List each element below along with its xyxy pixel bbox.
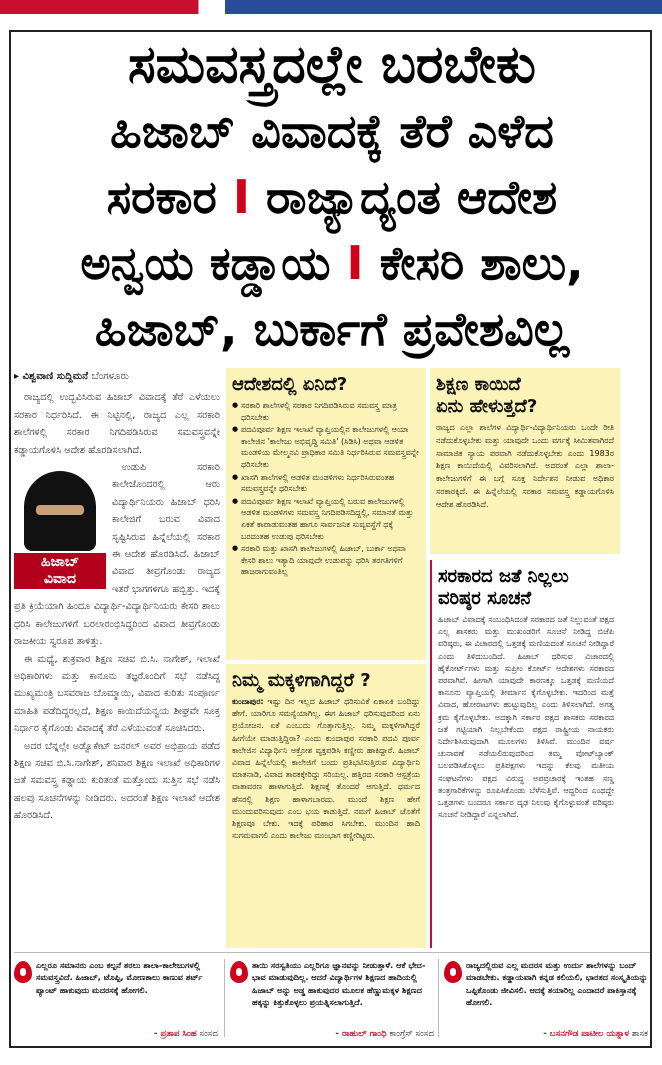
photo-tag — [14, 553, 106, 589]
byline-source: ವಿಶ್ವವಾಣಿ ಸುದ್ದಿಮನೆ — [22, 371, 89, 382]
senior-box-title-line-1: ಸರಕಾರದ ಜತೆ ನಿಲ್ಲಲು — [438, 566, 569, 587]
kids-box-body: ಇಷ್ಟು ದಿನ ಇಲ್ಲದ ಹಿಜಾಬ್ ಧರಿಸುವಿಕೆ ಏಕಾಏಕಿ ಬಂದಿದ್ದು ಹೇಗೆ. ಯಾರಿಗೂ ಸಮಸ್ಯೆಯಾಗಿಲ್ಲ. ಈಗ ಹಿಜಾಬ್ ಧರಿಸುವುದರಿಂದ ಏನು ಪ್ರಯೋಜನ. ಏಕೆ ಎಂಬುದು ಗೊತ್ತಾಗುತ್ತಿಲ್ಲ. ನಿಮ್ಮ ಮಕ್ಕಳಿಗಾಗಿದ್ದರೆ ಹೀಗೆಯೇ ಮಾಡುತ್ತಿದ್ದಿರಾ? ಎಂದು ಕುಂದಾಪುರ ಸರಕಾರಿ ಪದವಿ ಪೂರ್ವ ಕಾಲೇಜಿನ ವಿದ್ಯಾರ್ಥಿನಿ ಆಕ್ರೋಶ ವ್ಯಕ್ತಪಡಿಸಿ ಕಣ್ಣೀರು ಹಾಕಿದ್ದಾರೆ. ಹಿಜಾಬ್ ವಿವಾದ ಹಿನ್ನೆಲೆಯಲ್ಲಿ ಕಾಲೇಜಿಗೆ ಬಂದು ಪ್ರತಿಭಟಿಸುತ್ತಿರುವ ವಿದ್ಯಾರ್ಥಿನಿ ಮಾತನಾಡಿ, ವಿವಾದ ತಾರಕಕ್ಕೇರಿದ್ದು ಸರಿಯಲ್ಲ. ಹತ್ತಿರದ ಸರಕಾರಿ ಆಸ್ಪತ್ರೆಯ ವಾತಾವರಣ ಹಾಳಾಗುತ್ತಿದೆ. ಶಿಕ್ಷಣಕ್ಕೆ ತೊಂದರೆ ಆಗುತ್ತಿದೆ. ಧರ್ಮದ ಹೆಸರಲ್ಲಿ ಶಿಕ್ಷಣ ಹಾಳಾಗಬಾರದು. ಮುಂದೆ ಶಿಕ್ಷಣ ಹೇಗೆ ಮುಂದುವರಿಸುವುದು ಎಂಬ ಭಯ ಕಾಡುತ್ತಿದೆ. ನಮಗೆ ಹಿಜಾಬ್ ಜೊತೆಗೆ ಶಿಕ್ಷಣವೂ ಬೇಕು. ಇದಕ್ಕೆ ಪರಿಹಾರ ಸಿಗಬೇಕು. ಮುಂದಿನ ಹಾದಿ ಸುಗಮವಾಗಲಿ ಎಂದು ಕಾಲೇಜು ಮುಂಭಾಗ ಕಣ್ಣೀರಿಟ್ಟರು. — [232, 697, 420, 841]
quotes-row — [14, 952, 650, 1044]
quote-author-name: - ಬಸನಗೌಡ ಪಾಟೀಲ ಯತ್ನಾಳ — [543, 1029, 630, 1039]
act-box — [430, 368, 620, 554]
eyes-shape — [36, 505, 84, 515]
headline-line-2: ಹಿಜಾಬ್ ವಿವಾದಕ್ಕೆ ತೆರೆ ಎಳೆದ — [110, 104, 554, 158]
quote-author — [335, 1029, 434, 1039]
headline-line-3a: ಸರಕಾರ — [106, 170, 217, 224]
quote-3 — [444, 959, 648, 1043]
main-article — [14, 368, 220, 968]
headline-separator: I — [232, 170, 250, 224]
kids-box — [226, 664, 426, 948]
photo-tag-line-2: ವಿವಾದ — [43, 571, 76, 588]
article-paragraph: ರಾಜ್ಯದಲ್ಲಿ ಉದ್ಭವಿಸಿರುವ ಹಿಜಾಬ್ ವಿವಾದಕ್ಕೆ ತೆರೆ ಎಳೆಯಲು ಸರಕಾರ ನಿರ್ಧರಿಸಿದೆ. ಈ ನಿಟ್ಟಿನಲ್ಲಿ, ರಾಜ್ಯದ ಎಲ್ಲ ಸರಕಾರಿ ಶಾಲೆಗಳಲ್ಲಿ ಸರಕಾರ ನಿಗದಿಪಡಿಸಿರುವ ಸಮವಸ್ತ್ರವನ್ನೇ ಕಡ್ಡಾಯಗೊಳಿಸಿ ಆದೇಶ ಹೊರಡಿಸಲಾಗಿದೆ. — [14, 392, 220, 456]
kids-box-title: ನಿಮ್ಮ ಮಕ್ಕಳಿಗಾಗಿದ್ದರೆ ? — [232, 670, 371, 691]
quote-author — [154, 1029, 218, 1039]
list-item: ● ಖಾಸಗಿ ಶಾಲೆಗಳಲ್ಲಿ ಆಡಳಿತ ಮಂಡಳಿಗಳು ನಿರ್ಧರಿಸಿರುವಂತಹ ಸಮವಸ್ತ್ರವನ್ನೇ ಧರಿಸಬೇಕು — [232, 472, 420, 495]
headline-line-1: ಸಮವಸ್ತ್ರದಲ್ಲೇ ಬರಬೇಕು — [128, 35, 536, 95]
order-box — [226, 368, 426, 660]
quote-1 — [14, 959, 218, 1043]
order-box-title: ಆದೇಶದಲ್ಲಿ ಏನಿದೆ? — [232, 374, 348, 395]
divider — [224, 959, 225, 1037]
divider — [438, 959, 439, 1037]
hijab-photo — [14, 461, 106, 589]
headline-line-4b: ಕೇಸರಿ ಶಾಲು, — [379, 236, 584, 290]
headline-line-5: ಹಿಜಾಬ್, ಬುರ್ಕಾಗೆ ಪ್ರವೇಶವಿಲ್ಲ — [94, 302, 570, 356]
top-color-strip — [0, 0, 662, 14]
kids-box-lead: ಕುಂದಾಪುರ: — [232, 697, 264, 706]
list-item: ● ಸರಕಾರಿ ಮತ್ತು ಖಾಸಗಿ ಕಾಲೇಜುಗಳಲ್ಲಿ ಹಿಜಾಬ್, ಬುರ್ಕಾ ಅಥವಾ ಕೇಸರಿ ಶಾಲು ಇತ್ಯಾದಿ ಯಾವುದೇ ಉಡುಪನ್ನು ಧರಿಸಿ ತರಗತಿಗಳಿಗೆ ಹಾಜರಾಗುವಂತಿಲ್ಲ — [232, 543, 420, 578]
quote-text: ರಾಜ್ಯದಲ್ಲಿರುವ ಎಲ್ಲ ಮದರಸ ಮತ್ತು ಉರ್ದು ಶಾಲೆಗಳನ್ನು ಬಂದ್ ಮಾಡಬೇಕು. ಕಡ್ಡಾಯವಾಗಿ ಕನ್ನಡ ಕಲಿಯಲಿ, ಭಾರತದ ಸಂಸ್ಕೃತಿಯನ್ನು ಒಪ್ಪಿಕೊಂಡು ಜೀವಿಸಲಿ. ಆದಕ್ಕೆ ತಯಾರಿಲ್ಲ ಎಂದಾದರೆ ಪಾಕಿಸ್ತಾನಕ್ಕೆ ಹೋಗಲಿ. — [466, 960, 648, 1008]
byline — [14, 368, 220, 385]
list-item: ● ಪದವಿಪೂರ್ವ ಶಿಕ್ಷಣ ಇಲಾಖೆ ವ್ಯಾಪ್ತಿಯಲ್ಲಿ ಬರುವ ಕಾಲೇಜುಗಳಲ್ಲಿ ಆಡಳಿತ ಮಂಡಳಿಗಳು ಸಮವಸ್ತ್ರ ನಿಗದಿಪಡಿಸದಿದ್ದಲ್ಲಿ, ಸಮಾನತೆ ಮತ್ತು ಏಕತೆ ಕಾಪಾಡುವಂತಹ ಹಾಗೂ ಸಾರ್ವಜನಿಕ ಸುವ್ಯವಸ್ಥೆಗೆ ಧಕ್ಕೆ ಬರದಂತಹ ಉಡುಪು ಧರಿಸಬೇಕು — [232, 496, 420, 542]
headline-line-3 — [12, 164, 652, 230]
quote-author — [543, 1029, 648, 1039]
kids-box-text — [232, 696, 420, 842]
photo-tag-line-1: ಹಿಜಾಬ್ — [40, 554, 80, 571]
bottom-margin — [0, 1049, 662, 1065]
byline-icon: ▸ — [14, 371, 23, 382]
byline-city: ಬೆಂಗಳೂರು — [91, 371, 129, 382]
quote-author-role: ಕಾಂಗ್ರೆಸ್ ಸಂಸದ — [386, 1029, 434, 1039]
order-list — [232, 400, 420, 578]
headline-separator: I — [346, 236, 364, 290]
quote-drop-icon — [14, 961, 32, 983]
senior-box — [430, 560, 620, 948]
quote-author-role: ಶಾಸಕ — [629, 1029, 648, 1039]
senior-box-title-line-2: ವರಿಷ್ಠರ ಸೂಚನೆ — [438, 588, 532, 609]
headline-line-4 — [12, 230, 652, 296]
headline — [12, 32, 652, 366]
quote-text: ಎಲ್ಲರೂ ಸಮಾನರು ಎಂಬ ಕಲ್ಪನೆ ತರಲು ಶಾಲಾ-ಕಾಲೇಜುಗಳಲ್ಲಿ ಸಮವಸ್ತ್ರವಿದೆ. ಹಿಜಾಬ್, ಟೊಪ್ಪಿ, ಮೋಣಕಾಲು ಕಾಣುವ ಶರ್ಟ್ ಪ್ಯಾಂಟ್ ಹಾಕುವುದು ಮದರಸಕ್ಕೆ ಹೋಗಲಿ. — [36, 960, 203, 995]
quote-drop-icon — [230, 961, 248, 983]
quote-drop-icon — [444, 961, 462, 983]
senior-box-text: ಹಿಜಾಬ್ ವಿವಾದಕ್ಕೆ ಸಂಬಂಧಿಸಿದಂತೆ ಸರಕಾರದ ಜತೆ ನಿಲ್ಲುವಂತೆ ಪಕ್ಷದ ಎಲ್ಲ ಶಾಸಕರು ಮತ್ತು ಮುಖಂಡರಿಗೆ ಸೂಚನೆ ನೀಡಿದ್ದ ಬಿಜೆಪಿ ವರಿಷ್ಠರು, ಈ ವಿಚಾರದಲ್ಲಿ ಒತ್ತಡಕ್ಕೆ ಮಣಿಯದಂತೆ ಸೂಚನೆ ನೀಡಿದ್ದಾರೆ ಎಂದು ತಿಳಿದುಬಂದಿದೆ. ಹಿಜಾಬ್ ಧರಿಸುವ ವಿಚಾರದಲ್ಲಿ ಹೈಕೋರ್ಟ್‌ಗಳು ಮತ್ತು ಸುಪ್ರೀಂ ಕೋರ್ಟ್ ಆದೇಶಗಳು ಸರಕಾರದ ಪರವಾಗಿವೆ. ಹೀಗಾಗಿ ಯಾವುದೇ ಕಾರಣಕ್ಕೂ ಒತ್ತಡಕ್ಕೆ ಮಣಿಯದೆ ಕಾನೂನು ವ್ಯಾಪ್ತಿಯಲ್ಲಿ ತೀರ್ಮಾನ ಕೈಗೊಳ್ಳಬೇಕು. ಇದರಿಂದ ಮತ್ತೆ ವಿವಾದ, ಹೋರಾಟಗಳು ಹುಟ್ಟುವುದಿಲ್ಲ ಎಂದು ತಿಳಿಸಲಾಗಿದೆ. ಅಗತ್ಯ ಕ್ರಮ ಕೈಗೊಳ್ಳಬೇಕು. ಅದಕ್ಕಾಗಿ ಸರ್ಕಾರ ಪಕ್ಷದ ಶಾಸಕರು ಸರಕಾರದ ಜತೆ ಗಟ್ಟಿಯಾಗಿ ನಿಲ್ಲಬೇಕೆಂದು ಪಕ್ಷದ ರಾಷ್ಟ್ರೀಯ ನಾಯಕರು ನಿರ್ದೇಶಿಸಿರುವುದಾಗಿ ಮೂಲಗಳು ತಿಳಿಸಿವೆ. ಮುಂದಿನ ವರ್ಷ ಚುನಾವಣೆ ನಡೆಯಲಿರುವುದರಿಂದ ತಮ್ಮ ವೋಟ್‌ಬ್ಯಾಂಕ್ ಬಲಪಡಿಸಿಕೊಳ್ಳಲು ಪ್ರತಿಪಕ್ಷಗಳು ಇದನ್ನು ಕೆಲವು ಮತೀಯ ಸಂಘಟನೆಗಳು ಪಕ್ಷದ ವಿರುದ್ಧ ಅಪಪ್ರಚಾರಕ್ಕೆ ಇಂತಹ ಸಣ್ಣ ತಂತ್ರಗಾರಿಕೆಗಳನ್ನು ರೂಪಿಸಿಕೊಂಡು ಬೆಳೆಸುತ್ತಿವೆ. ಆದ್ದರಿಂದ ಎಂಥದ್ದೇ ಒತ್ತಡಗಳು ಬಂದರೂ ಸರ್ಕಾರ ದೃಢ ನಿಲುವು ಕೈಗೊಳ್ಳುವಂತೆ ವರಿಷ್ಠರು ಸೂಚನೆ ನೀಡಿದ್ದಾರೆ ಎನ್ನಲಾಗಿದೆ. — [438, 615, 614, 820]
list-item: ● ಸರಕಾರಿ ಶಾಲೆಗಳಲ್ಲಿ ಸರಕಾರ ನಿಗದಿಪಡಿಸಿರುವ ಸಮವಸ್ತ್ರ ಮಾತ್ರ ಧರಿಸಬೇಕು — [232, 400, 420, 423]
quote-author-name: - ರಾಹುಲ್ ಗಾಂಧಿ — [335, 1029, 387, 1039]
article-paragraph: ಉಡುಪಿ ಸರಕಾರಿ ಕಾಲೇಜೊಂದರಲ್ಲಿ ಆರು ವಿದ್ಯಾರ್ಥಿನಿಯರು ಹಿಜಾಬ್ ಧರಿಸಿ ಕಾಲೇಜಿಗೆ ಬರುವ ವಿವಾದ ಸೃಷ್ಟಿಸಿರುವ ಹಿನ್ನೆಲೆಯಲ್ಲಿ ಸರಕಾರ ಈ ಆದೇಶ ಹೊರಡಿಸಿದೆ. ಹಿಜಾಬ್ ವಿವಾದ ತೀವ್ರಗೊಂಡು ರಾಜ್ಯದ ಇತರೆ ಭಾಗಗಳಿಗೂ ಹಬ್ಬಿತ್ತು. ಇದಕ್ಕೆ ಪ್ರತಿ ಕ್ರಿಯೆಯಾಗಿ ಹಿಂದೂ ವಿದ್ಯಾರ್ಥಿ-ವಿದ್ಯಾರ್ಥಿನಿಯರು ಕೇಸರಿ ಶಾಲು ಧರಿಸಿ ಕಾಲೇಜುಗಳಿಗೆ ಬರಲಾರಂಭಿಸಿದ್ದರಿಂದ ವಿವಾದ ತೀವ್ರಗೊಂಡು ರಾಜಕೀಯ ಸ್ವರೂಪ ತಾಳಿತ್ತು. — [14, 462, 220, 648]
quote-author-name: - ಪ್ರತಾಪ ಸಿಂಹ — [153, 1029, 197, 1039]
quote-text: ತಾಯಿ ಸರಸ್ವತಿಯು ಎಲ್ಲರಿಗೂ ಜ್ಞಾನವನ್ನು ನೀಡುತ್ತಾಳೆ. ಆಕೆ ಭೇದ-ಭಾವ ಮಾಡುವುದಿಲ್ಲ. ಆದರೆ ವಿದ್ಯಾರ್ಥಿಗಳ ಶಿಕ್ಷಣದ ಹಾದಿಯಲ್ಲಿ ಹಿಜಾಬ್ ಅನ್ನು ಅಡ್ಡ ಹಾಕುವುದರ ಮೂಲಕ ಹೆಣ್ಣುಮಕ್ಕಳ ಶಿಕ್ಷಣದ ಹಕ್ಕನ್ನು ಕಿತ್ತುಕೊಳ್ಳಲು ಪ್ರಯತ್ನಿಸಲಾಗುತ್ತಿದೆ. — [252, 960, 426, 1008]
list-item: ● ಪದವಿಪೂರ್ವ ಶಿಕ್ಷಣ ಇಲಾಖೆ ವ್ಯಾಪ್ತಿಯಲ್ಲಿನ ಕಾಲೇಜುಗಳಲ್ಲಿ ಆಯಾ ಕಾಲೇಜಿನ 'ಕಾಲೇಜು ಅಭಿವೃದ್ಧಿ ಸಮಿತಿ' (ಸಿಡಿಸಿ) ಅಥವಾ ಆಡಳಿತ ಮಂಡಳಿಯ ಮೇಲ್ಮನವಿ ಪ್ರಾಧಿಕಾರ ಸಮಿತಿ ನಿರ್ಧರಿಸಿರುವ ಸಮವಸ್ತ್ರವನ್ನೇ ಧರಿಸಬೇಕು — [232, 424, 420, 470]
quote-author-role: ಸಂಸದ — [196, 1029, 218, 1039]
article-paragraph: ಈ ಮಧ್ಯೆ, ಶುಕ್ರವಾರ ಶಿಕ್ಷಣ ಸಚಿವ ಬಿ.ಸಿ. ನಾಗೇಶ್, ಇಲಾಖೆ ಅಧಿಕಾರಿಗಳು ಮತ್ತು ಕಾನೂನು ತಜ್ಞರೊಂದಿಗೆ ಸಭೆ ನಡೆಸಿದ್ದ ಮುಖ್ಯಮಂತ್ರಿ ಬಸವರಾಜ ಬೊಮ್ಮಾಯಿ, ವಿವಾದ ಕುರಿತು ಸಂಪೂರ್ಣ ಮಾಹಿತಿ ಪಡೆದಿದ್ದರಲ್ಲದೆ, ಶಿಕ್ಷಣ ಕಾಯಿದೆಯನ್ವಯ ಶೀಘ್ರವೇ ಸೂಕ್ತ ನಿರ್ಧಾರ ಕೈಗೊಂಡು ವಿವಾದಕ್ಕೆ ತೆರೆ ಎಳೆಯುವಂತೆ ಸೂಚಿಸಿದರು. — [14, 653, 220, 735]
act-box-text: ರಾಜ್ಯದ ಎಲ್ಲಾ ಶಾಲೆಗಳ ವಿದ್ಯಾರ್ಥಿ-ವಿದ್ಯಾರ್ಥಿನಿಯರು ಒಂದೇ ರೀತಿ ನಡೆದುಕೊಳ್ಳಬೇಕು ಮತ್ತು ಯಾವುದೇ ಒಂದು ವರ್ಗಕ್ಕೆ ಸೀಮಿತವಾಗಿರದೆ ಸಾಮಾಜಿಕ ನ್ಯಾಯ ಪರವಾಗಿ ನಡೆದುಕೊಳ್ಳಬೇಕು ಎಂದು 1983ರ ಶಿಕ್ಷಣ ಕಾಯಿದೆಯಲ್ಲಿ ವಿವರಿಸಲಾಗಿದೆ. ಅದರಂತೆ ಎಲ್ಲಾ ಶಾಲಾ-ಕಾಲೇಜುಗಳಿಗೆ ಈ ಬಗ್ಗೆ ಸೂಕ್ತ ನಿರ್ದೇಶನ ನೀಡುವ ಅಧಿಕಾರ ಸರಕಾರಕ್ಕಿದೆ. ಈ ಹಿನ್ನೆಲೆಯಲ್ಲಿ ಸರಕಾರ ಸಮವಸ್ತ್ರ ಕಡ್ಡಾಯಗೊಳಿಸಿ ಆದೇಶ ಹೊರಡಿಸಿದೆ. — [436, 423, 614, 509]
quote-2 — [230, 959, 434, 1043]
act-box-title — [436, 374, 614, 418]
headline-line-4a: ಅನ್ವಯ ಕಡ್ಡಾಯ — [80, 236, 331, 290]
senior-box-title — [438, 566, 614, 610]
act-box-title-line-2: ಏನು ಹೇಳುತ್ತದೆ? — [436, 396, 538, 417]
act-box-title-line-1: ಶಿಕ್ಷಣ ಕಾಯಿದೆ — [436, 374, 521, 395]
article-paragraph: ಅದರ ಬೆನ್ನಲ್ಲೇ ಅಡ್ವೊಕೇಟ್ ಜನರಲ್ ಅವರ ಅಭಿಪ್ರಾಯ ಪಡೆದ ಶಿಕ್ಷಣ ಸಚಿವ ಬಿ.ಸಿ.ನಾಗೇಶ್, ಶನಿವಾರ ಶಿಕ್ಷಣ ಇಲಾಖೆ ಅಧಿಕಾರಿಗಳ ಜತೆ ಸಮವಸ್ತ್ರ ಕಡ್ಡಾಯ ಕುರಿತಂತೆ ಮತ್ತೊಂದು ಸುತ್ತಿನ ಸಭೆ ನಡೆಸಿ ಹಲವು ಸೂಚನೆಗಳನ್ನು ನೀಡಿದರು. ಅದರಂತೆ ಶಿಕ್ಷಣ ಇಲಾಖೆ ಆದೇಶ ಹೊರಡಿಸಿದೆ. — [14, 740, 220, 822]
headline-line-3b: ರಾಜ್ಯಾದ್ಯಂತ ಆದೇಶ — [265, 170, 558, 224]
